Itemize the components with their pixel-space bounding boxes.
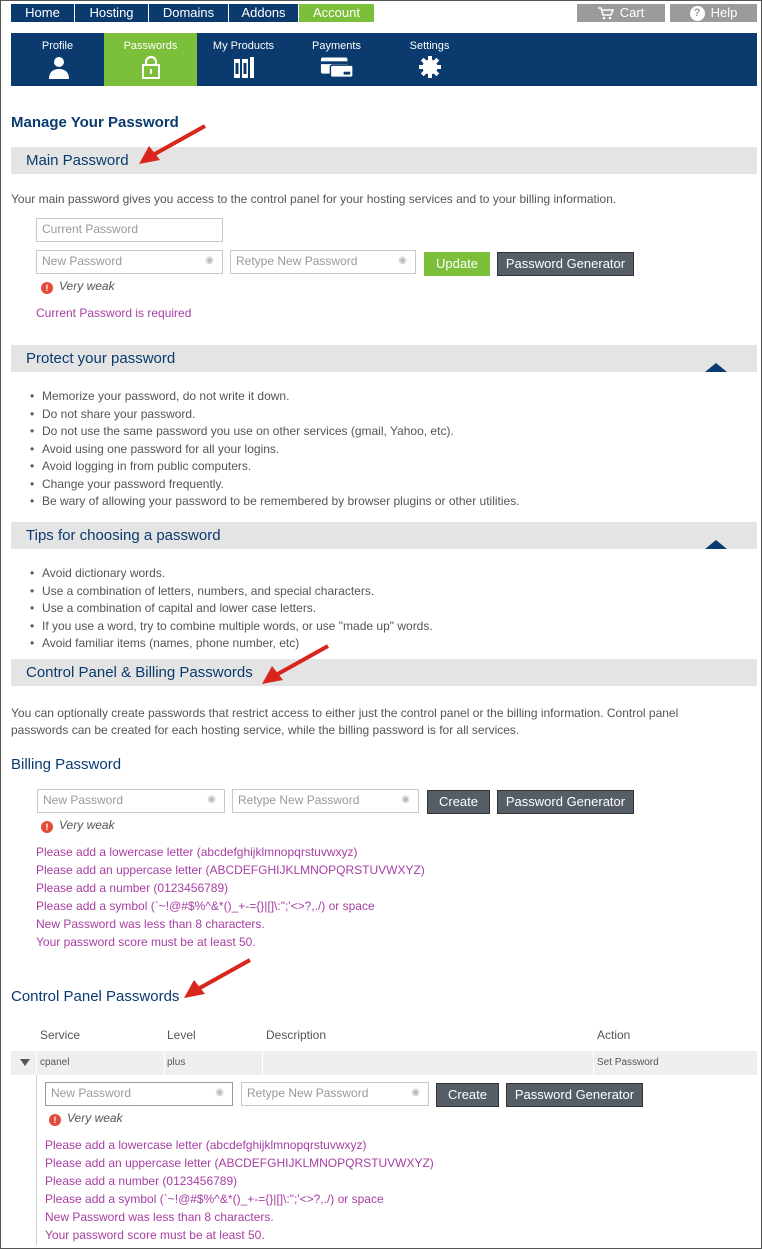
error-message: Current Password is required <box>36 306 192 320</box>
column-divider <box>593 1051 594 1075</box>
subnav-label: My Products <box>212 40 275 52</box>
error-message: Please add a symbol (`~!@#$%^&*()_+-={}|[]\:";'<>?,./) or space <box>45 1192 384 1206</box>
update-button[interactable]: Update <box>424 252 490 276</box>
list-item: • Avoid using one password for all your logins. <box>42 441 520 459</box>
billing-create-button[interactable]: Create <box>427 790 490 814</box>
cp-new-password-input[interactable] <box>45 1082 233 1106</box>
subnav-item-payments[interactable] <box>290 33 383 86</box>
current-password-input[interactable] <box>36 218 223 242</box>
books-icon <box>232 55 256 79</box>
tips-list <box>42 565 433 653</box>
column-divider <box>164 1051 165 1075</box>
section-bar-protect[interactable] <box>11 345 757 372</box>
error-message: New Password was less than 8 characters. <box>45 1210 274 1224</box>
list-item: • Do not use the same password you use on other services (gmail, Yahoo, etc). <box>42 423 520 441</box>
error-message: Please add a lowercase letter (abcdefghijklmnopqrstuvwxyz) <box>36 845 358 859</box>
eye-icon[interactable]: ◉ <box>398 255 407 266</box>
cart-label: Cart <box>619 5 645 20</box>
services-table-header <box>11 1028 757 1046</box>
error-message: Please add a number (0123456789) <box>45 1174 238 1188</box>
nav-spacer <box>375 4 577 22</box>
collapse-caret-icon[interactable] <box>705 540 727 549</box>
warning-icon: ! <box>41 282 53 294</box>
account-subnav <box>11 33 757 86</box>
subnav-item-my-products[interactable] <box>197 33 290 86</box>
list-item: • Use a combination of capital and lower case letters. <box>42 600 433 618</box>
strength-text: Very weak <box>59 279 115 293</box>
top-nav <box>11 4 757 22</box>
strength-text: Very weak <box>67 1111 123 1125</box>
set-password-action[interactable]: Set Password <box>597 1057 659 1068</box>
cp-billing-description-line1: You can optionally create passwords that restrict access to either just the control panel or the billing information. Control panel <box>11 706 679 720</box>
section-title: Protect your password <box>26 350 176 367</box>
list-item: • Use a combination of letters, numbers, and special characters. <box>42 583 433 601</box>
nav-tab-hosting[interactable]: Hosting <box>75 4 149 22</box>
expand-triangle-icon[interactable] <box>20 1059 30 1066</box>
input-placeholder: Current Password <box>42 222 139 236</box>
control-panel-passwords-heading: Control Panel Passwords <box>11 988 180 1005</box>
input-placeholder: New Password <box>51 1086 132 1100</box>
error-message: Your password score must be at least 50. <box>36 935 256 949</box>
list-item: • Avoid familiar items (names, phone number, etc) <box>42 635 433 653</box>
annotation-arrow-icon <box>258 642 333 688</box>
subnav-label: Settings <box>409 40 450 52</box>
column-header: Description <box>266 1028 327 1042</box>
password-generator-button[interactable]: Password Generator <box>497 252 634 276</box>
error-message: Please add an uppercase letter (ABCDEFGHIJKLMNOPQRSTUVWXYZ) <box>45 1156 434 1170</box>
subnav-item-passwords[interactable] <box>104 33 197 86</box>
annotation-arrow-icon <box>180 956 255 1002</box>
main-password-description: Your main password gives you access to the control panel for your hosting services and to your billing information. <box>11 192 617 206</box>
column-header: Action <box>597 1028 631 1042</box>
service-cell: cpanel <box>40 1057 70 1068</box>
billing-password-generator-button[interactable]: Password Generator <box>497 790 634 814</box>
billing-error-list <box>36 843 425 951</box>
cart-button[interactable] <box>577 4 665 22</box>
cp-error-list <box>45 1136 434 1244</box>
gear-icon <box>418 55 442 79</box>
eye-icon[interactable]: ◉ <box>207 794 216 805</box>
cp-create-button[interactable]: Create <box>436 1083 499 1107</box>
cp-strength-indicator <box>49 1111 123 1126</box>
column-divider <box>36 1051 37 1075</box>
help-button[interactable] <box>670 4 757 22</box>
input-placeholder: New Password <box>42 254 123 268</box>
section-bar-main-password <box>11 147 757 174</box>
retype-password-input[interactable] <box>230 250 416 274</box>
lock-icon <box>139 55 163 79</box>
section-bar-tips[interactable] <box>11 522 757 549</box>
error-message: Your password score must be at least 50. <box>45 1228 265 1242</box>
input-placeholder: Retype New Password <box>247 1086 369 1100</box>
strength-text: Very weak <box>59 818 115 832</box>
help-label: Help <box>710 5 738 20</box>
protect-list <box>42 388 520 511</box>
credit-card-icon <box>320 55 354 79</box>
nav-tab-home[interactable]: Home <box>11 4 75 22</box>
subnav-item-settings[interactable] <box>383 33 476 86</box>
user-icon <box>46 55 70 79</box>
list-item: • Avoid dictionary words. <box>42 565 433 583</box>
cp-password-generator-button[interactable]: Password Generator <box>506 1083 643 1107</box>
eye-icon[interactable]: ◉ <box>401 794 410 805</box>
subnav-label: Passwords <box>123 40 178 52</box>
cp-retype-password-input[interactable] <box>241 1082 429 1106</box>
error-message: Please add a number (0123456789) <box>36 881 229 895</box>
annotation-arrow-icon <box>135 122 210 168</box>
subnav-item-profile[interactable] <box>11 33 104 86</box>
input-placeholder: Retype New Password <box>238 793 360 807</box>
error-message: Please add an uppercase letter (ABCDEFGHIJKLMNOPQRSTUVWXYZ) <box>36 863 425 877</box>
eye-icon[interactable]: ◉ <box>411 1087 420 1098</box>
nav-tab-domains[interactable]: Domains <box>149 4 229 22</box>
column-header: Level <box>167 1028 196 1042</box>
list-item: • Change your password frequently. <box>42 476 520 494</box>
column-divider <box>262 1051 263 1075</box>
list-item: • Avoid logging in from public computers. <box>42 458 520 476</box>
list-item: • Be wary of allowing your password to be remembered by browser plugins or other utilities. <box>42 493 520 511</box>
eye-icon[interactable]: ◉ <box>215 1087 224 1098</box>
eye-icon[interactable]: ◉ <box>205 255 214 266</box>
nav-tab-account[interactable]: Account <box>299 4 375 22</box>
list-item: • Memorize your password, do not write it down. <box>42 388 520 406</box>
billing-strength-indicator <box>41 818 115 833</box>
section-title: Control Panel & Billing Passwords <box>26 664 253 681</box>
nav-tab-addons[interactable]: Addons <box>229 4 299 22</box>
table-row[interactable] <box>11 1051 757 1075</box>
column-header: Service <box>40 1028 81 1042</box>
new-password-input[interactable] <box>36 250 223 274</box>
subnav-label: Payments <box>312 40 361 52</box>
billing-new-password-input[interactable] <box>37 789 225 813</box>
error-message: Please add a lowercase letter (abcdefghijklmnopqrstuvwxyz) <box>45 1138 367 1152</box>
list-item: • If you use a word, try to combine multiple words, or use "made up" words. <box>42 618 433 636</box>
page-title: Manage Your Password <box>11 114 179 131</box>
warning-icon: ! <box>41 821 53 833</box>
cp-billing-description-line2: passwords can be created for each hosting service, while the billing password is for all services. <box>11 723 520 737</box>
input-placeholder: New Password <box>43 793 124 807</box>
subnav-label: Profile <box>41 40 74 52</box>
billing-retype-password-input[interactable] <box>232 789 419 813</box>
section-title: Main Password <box>26 152 129 169</box>
error-message: New Password was less than 8 characters. <box>36 917 265 931</box>
section-bar-cp-billing <box>11 659 757 686</box>
strength-indicator <box>41 279 115 294</box>
collapse-caret-icon[interactable] <box>705 363 727 372</box>
cart-icon <box>598 7 614 20</box>
error-message: Please add a symbol (`~!@#$%^&*()_+-={}|[]\:";'<>?,./) or space <box>36 899 375 913</box>
list-item: • Do not share your password. <box>42 406 520 424</box>
help-icon: ? <box>690 6 705 21</box>
billing-password-heading: Billing Password <box>11 756 122 773</box>
section-title: Tips for choosing a password <box>26 527 221 544</box>
level-cell: plus <box>167 1057 186 1068</box>
input-placeholder: Retype New Password <box>236 254 358 268</box>
warning-icon: ! <box>49 1114 61 1126</box>
